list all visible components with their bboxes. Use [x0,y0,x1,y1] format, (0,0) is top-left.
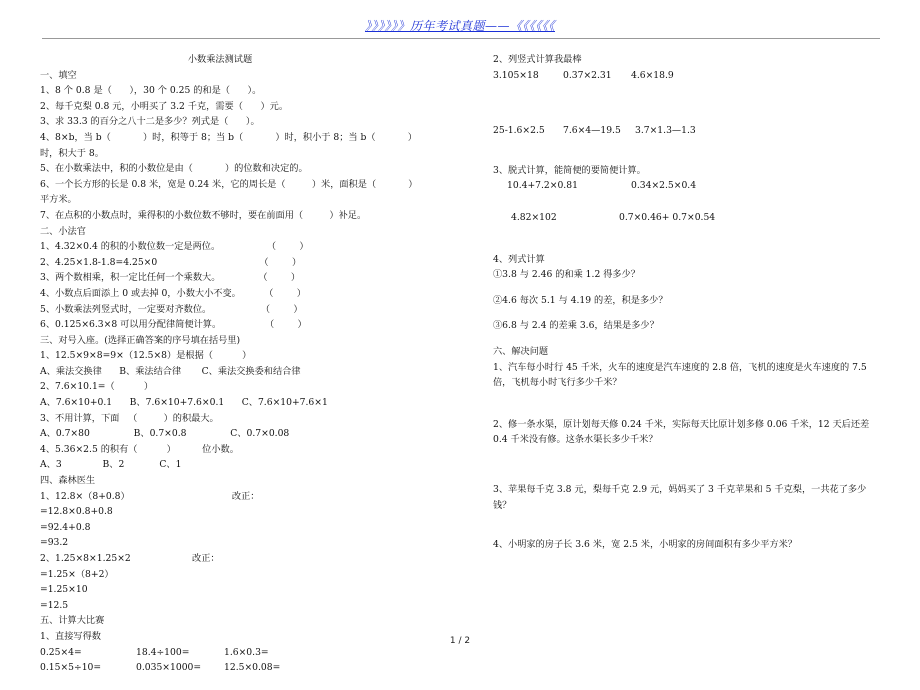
question: 时，积大于 8。 [40,147,104,159]
work-step: =12.8×0.8+0.8 [40,506,113,518]
calc-item: 4.6×18.9 [631,69,674,81]
calc-row [493,68,883,84]
calc-item: 7.6×4—19.5 [563,125,621,137]
question: 2、7.6×10.1=（ ） [40,381,154,393]
question: 3、不用计算，下面 （ ）的积最大。 [40,412,219,424]
calc-item: 0.035×1000= [136,662,202,674]
question: 4、8×b，当 b（ ）时，积等于 8；当 b（ ）时，积小于 8；当 b（ ） [40,131,417,143]
question: 5、小数乘法列竖式时，一定要对齐数位。 （ ） [40,303,303,315]
calc-row [493,123,883,139]
question: 4、小数点后面添上 0 或去掉 0，小数大小不变。 （ ） [40,287,306,299]
calc-item: 0.15×5÷10= [40,662,102,674]
calc-row [40,660,460,676]
word-problem: 4、小明家的房子长 3.6 米，宽 2.5 米，小明家的房间面积有多少平方米？ [493,539,797,551]
question: 1、直接写得数 [40,630,101,642]
question: 3、脱式计算，能简便的要简便计算。 [493,164,646,176]
question: 2、每千克梨 0.8 元，小明买了 3.2 千克，需要（ ）元。 [40,100,289,112]
calc-item: 3.105×18 [493,69,539,81]
calc-item: 4.82×102 [511,211,557,223]
question: 4、列式计算 [493,253,545,265]
calc-row [40,645,460,661]
section-heading: 四、森林医生 [40,475,96,487]
question: 平方米。 [40,194,77,206]
calc-item: 18.4÷100= [136,646,190,658]
calc-item: 0.34×2.5×0.4 [631,180,697,192]
question: ①3.8 与 2.46 的和乘 1.2 得多少？ [493,269,640,281]
question: 6、一个长方形的长是 0.8 米，宽是 0.24 米，它的周长是（ ）米，面积是（ ） [40,178,418,190]
section-heading: 一、填空 [40,69,77,81]
question: 1、8 个 0.8 是（ ），30 个 0.25 的和是（ ）。 [40,85,262,97]
work-step: =93.2 [40,537,69,549]
right-column [493,52,883,553]
header-divider [42,38,880,39]
question: ②4.6 每次 5.1 与 4.19 的差，积是多少？ [493,294,668,306]
work-step: =92.4+0.8 [40,521,91,533]
question: 2、1.25×8×1.25×2 改正： [40,553,220,564]
question: 1、4.32×0.4 的积的小数位数一定是两位。 （ ） [40,241,309,253]
question: 3、求 33.3 的百分之八十二是多少？列式是（ ）。 [40,116,260,128]
calc-row [493,210,883,226]
section-heading: 三、对号入座。(选择正确答案的序号填在括号里) [40,334,241,346]
calc-item: 3.7×1.3—1.3 [635,125,696,137]
page-number: 1 / 2 [449,636,471,646]
answer-options: A、3 B、2 C、1 [40,459,182,471]
work-step: =1.25×（8+2） [40,568,114,580]
calc-item: 0.25×4= [40,646,82,658]
section-heading: 六、解决问题 [493,345,549,357]
calc-row [493,178,883,194]
answer-options: A、7.6×10+0.1 B、7.6×10+7.6×0.1 C、7.6×10+7.6×1 [40,397,328,409]
question: 1、12.5×9×8=9×（12.5×8）是根据（ ） [40,350,252,362]
section-heading: 五、计算大比赛 [40,615,105,627]
word-problem: 3、苹果每千克 3.8 元，梨每千克 2.9 元，妈妈买了 3 千克苹果和 5 千克梨，一共花了多少钱？ [493,483,867,511]
question: 2、4.25×1.8-1.8=4.25×0 （ ） [40,256,302,268]
question: 2、列竖式计算我最棒 [493,54,582,65]
calc-item: 1.6×0.3= [224,646,269,658]
answer-options: A、乘法交换律 B、乘法结合律 C、乘法交换委和结合律 [40,365,301,377]
calc-item: 0.7×0.46+ 0.7×0.54 [619,211,716,223]
left-column [40,52,460,676]
question: 1、12.8×（8+0.8） 改正： [40,490,260,502]
work-step: =1.25×10 [40,584,88,596]
question: 7、在点积的小数点时，乘得积的小数位数不够时，要在前面用（ ）补足。 [40,209,367,221]
question: 3、两个数相乘，积一定比任何一个乘数大。 （ ） [40,272,301,284]
question: 4、5.36×2.5 的积有（ ） 位小数。 [40,443,239,455]
question: 5、在小数乘法中，积的小数位是由（ ）的位数和决定的。 [40,163,308,175]
calc-item: 25-1.6×2.5 [493,125,545,137]
question: ③6.8 与 2.4 的差乘 3.6，结果是多少？ [493,320,659,332]
work-step: =12.5 [40,599,69,611]
calc-item: 10.4+7.2×0.81 [507,180,578,192]
section-heading: 二、小法官 [40,225,86,237]
word-problem: 1、汽车每小时行 45 千米，火车的速度是汽车速度的 2.8 倍，飞机的速度是火车速度的 7.5 倍，飞机每小时飞行多少千米？ [493,361,867,389]
word-problem: 2、修一条水渠，原计划每天修 0.24 千米，实际每天比原计划多修 0.06 千米，12 天后还差 0.4 千米没有修。这条水渠长多少千米？ [493,418,870,446]
question: 6、0.125×6.3×8 可以用分配律简便计算。 （ ） [40,319,307,331]
calc-item: 12.5×0.08= [224,662,281,674]
page-title: 小数乘法测试题 [187,54,253,65]
page-header: 》》》》》》历年考试真题——《《《《《《 [364,19,555,33]
answer-options: A、0.7×80 B、0.7×0.8 C、0.7×0.08 [40,428,290,440]
calc-item: 0.37×2.31 [563,69,612,81]
